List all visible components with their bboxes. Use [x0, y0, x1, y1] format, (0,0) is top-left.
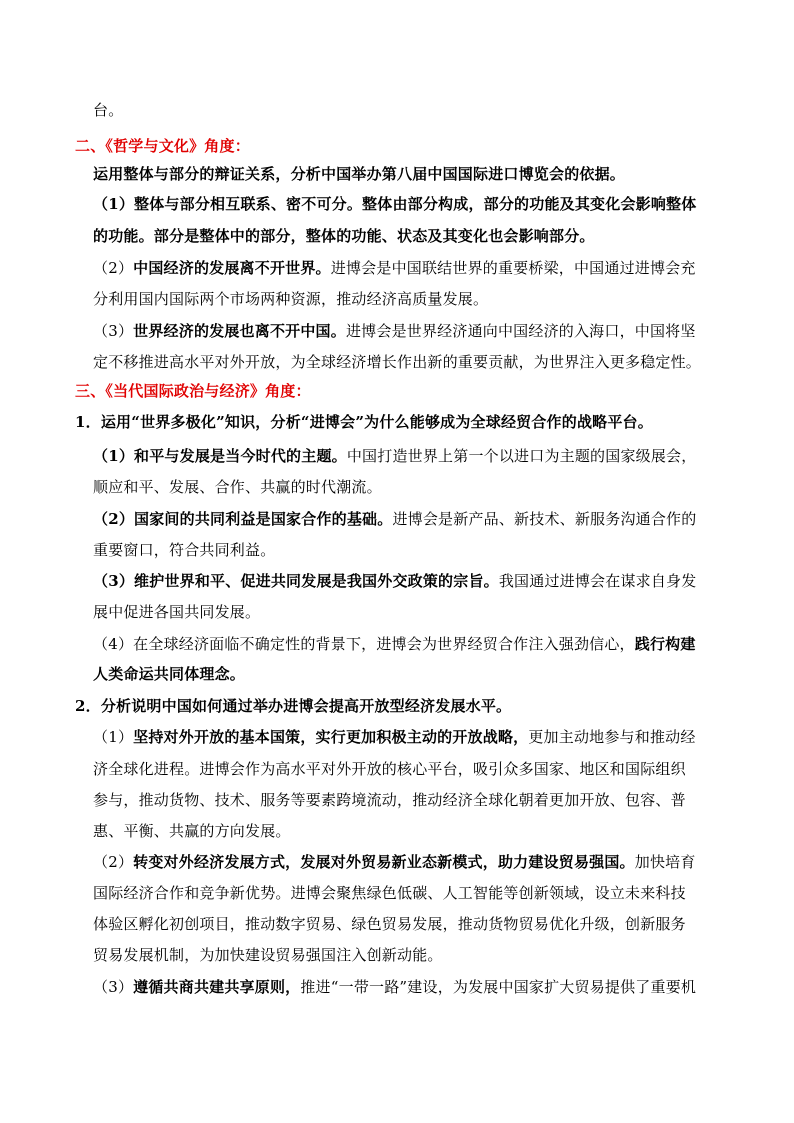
item-number: （1） [93, 728, 134, 746]
paragraph-line: 定不移推进高水平对外开放，为全球经济增长作出新的重要贡献，为世界注入更多稳定性。 [93, 353, 702, 371]
paragraph-text: 更加主动地参与和推动经 [528, 728, 696, 746]
paragraph-line [93, 321, 696, 341]
paragraph-line: （1）整体与部分相互联系、密不可分。整体由部分构成，部分的功能及其变化会影响整体 [93, 195, 697, 213]
paragraph-line [93, 852, 696, 872]
key-point: 中国经济的发展离不开世界。 [133, 259, 331, 277]
paragraph-text: 中国打造世界上第一个以进口为主题的国家级展会， [346, 447, 697, 465]
paragraph-line [93, 571, 696, 591]
paragraph-line: 国际经济合作和竞争新优势。进博会聚焦绿色低碳、人工智能等创新领域，设立未来科技 [93, 884, 686, 902]
item-number: （3） [93, 322, 134, 340]
paragraph-fragment: 台。 [93, 101, 124, 119]
key-point: 转变对外经济发展方式，发展对外贸易新业态新模式，助力建设贸易强国。 [133, 853, 635, 871]
paragraph-text: 进博会是新产品、新技术、新服务沟通合作的 [392, 510, 697, 528]
paragraph-line: 贸易发展机制，为加快建设贸易强国注入创新动能。 [93, 946, 443, 964]
key-point: 坚持对外开放的基本国策，实行更加积极主动的开放战略， [133, 728, 529, 746]
paragraph-text: （4）在全球经济面临不确定性的背景下，进博会为世界经贸合作注入强劲信心， [93, 635, 635, 653]
paragraph-line [93, 446, 696, 466]
paragraph-text: 进博会是世界经济通向中国经济的入海口，中国将坚 [345, 322, 696, 340]
key-point: （3）维护世界和平、促进共同发展是我国外交政策的宗旨。 [93, 572, 499, 590]
question-heading: 1．运用“世界多极化”知识，分析“进博会”为什么能够成为全球经贸合作的战略平台。 [75, 413, 653, 431]
paragraph-text: 推进“一带一路”建设，为发展中国家扩大贸易提供了重要机 [300, 978, 697, 996]
paragraph-line: 分利用国内国际两个市场两种资源，推动经济高质量发展。 [93, 290, 489, 308]
paragraph-line: 人类命运共同体理念。 [93, 665, 246, 683]
section-heading-politics-economy: 三、《当代国际政治与经济》角度： [75, 382, 311, 400]
paragraph-text: 加快培育 [634, 853, 696, 871]
item-number: （3） [93, 978, 134, 996]
paragraph-line: 惠、平衡、共赢的方向发展。 [93, 822, 291, 840]
paragraph-line: 参与，推动货物、技术、服务等要素跨境流动，推动经济全球化朝着更加开放、包容、普 [93, 791, 686, 809]
item-number: （2） [93, 259, 134, 277]
key-point: （1）和平与发展是当今时代的主题。 [93, 447, 347, 465]
paragraph-line [93, 634, 696, 654]
paragraph-line: 的功能。部分是整体中的部分，整体的功能、状态及其变化也会影响部分。 [93, 227, 595, 245]
paragraph-line [93, 258, 696, 278]
paragraph-line: 体验区孵化初创项目，推动数字贸易、绿色贸易发展，推动货物贸易优化升级，创新服务 [93, 915, 686, 933]
paragraph-text: 进博会是中国联结世界的重要桥梁，中国通过进博会充 [330, 259, 696, 277]
paragraph-line [93, 727, 696, 747]
paragraph-text: 我国通过进博会在谋求自身发 [498, 572, 697, 590]
paragraph-line [93, 977, 696, 997]
key-point: 遵循共商共建共享原则， [133, 978, 301, 996]
section-heading-philosophy: 二、《哲学与文化》角度： [75, 137, 250, 155]
key-point: 世界经济的发展也离不开中国。 [133, 322, 346, 340]
paragraph-line: 济全球化进程。进博会作为高水平对外开放的核心平台，吸引众多国家、地区和国际组织 [93, 760, 686, 778]
key-point: 践行构建 [634, 635, 696, 653]
key-point: （2）国家间的共同利益是国家合作的基础。 [93, 510, 393, 528]
paragraph-line: 展中促进各国共同发展。 [93, 603, 261, 621]
question-heading: 运用整体与部分的辩证关系，分析中国举办第八届中国国际进口博览会的依据。 [93, 165, 626, 183]
paragraph-line [93, 509, 696, 529]
paragraph-line: 顺应和平、发展、合作、共赢的时代潮流。 [93, 478, 382, 496]
paragraph-line: 重要窗口，符合共同利益。 [93, 541, 276, 559]
question-heading: 2．分析说明中国如何通过举办进博会提高开放型经济发展水平。 [75, 697, 512, 715]
item-number: （2） [93, 853, 134, 871]
